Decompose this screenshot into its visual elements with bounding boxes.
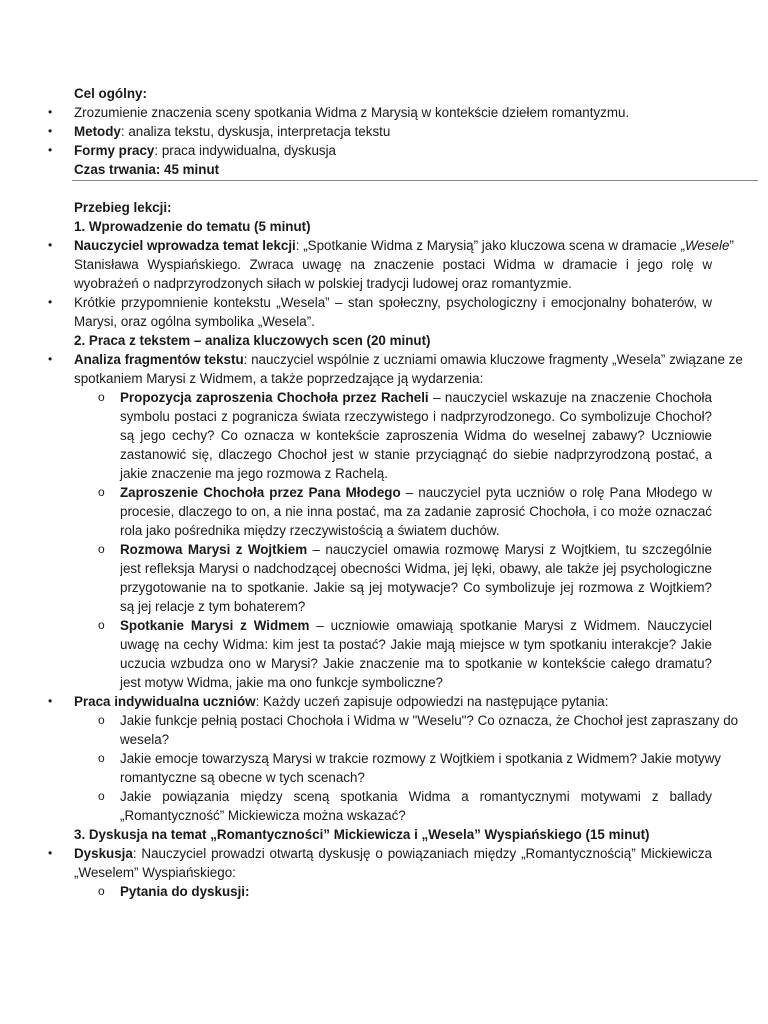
sub3-label: Rozmowa Marysi z Wojtkiem	[120, 542, 308, 557]
q3-line2: „Romantyczność” Mickiewicza można wskazać?	[120, 808, 406, 823]
bullet-icon: •	[48, 124, 53, 138]
metody-text: : analiza tekstu, dyskusja, interpretacja tekstu	[120, 124, 391, 139]
bullet-icon: •	[48, 846, 53, 860]
sub3-line2: jest refleksja Marysi o nadchodzącej obecności Widma, jej lęki, obawy, ale także jej psychologiczne	[120, 561, 712, 576]
circle-bullet-icon: o	[98, 789, 105, 803]
sub2-label: Zaproszenie Chochoła przez Pana Młodego	[120, 485, 401, 500]
circle-bullet-icon: o	[98, 751, 105, 765]
metody-line	[74, 122, 390, 141]
q3-line1: Jakie powiązania między sceną spotkania Widma a romantycznymi motywami z ballady	[120, 789, 712, 804]
sub1-line3: są jego cechy? Co oznacza w kontekście zaproszenia Widma do weselnej zabawy? Uczniowie	[120, 428, 712, 443]
circle-bullet-icon: o	[98, 485, 105, 499]
sub3-line4: są jej relacje z tym bohaterem?	[120, 599, 306, 614]
sub1-line4: zastanowić się, dlaczego Chochoł jest w stanie przyciągnąć do siebie nadprzyrodzoną postać, a	[120, 447, 712, 462]
formy-text: : praca indywidualna, dyskusja	[154, 143, 337, 158]
formy-label: Formy pracy	[74, 143, 155, 158]
sub3-text: – nauczyciel omawia rozmowę Marysi z Wojtkiem, tu szczególnie	[312, 542, 712, 557]
sub4-line1	[120, 616, 712, 635]
circle-bullet-icon: o	[98, 618, 105, 632]
czas-trwania: Czas trwania: 45 minut	[74, 162, 220, 177]
sub2-line2: procesie, dlaczego to on, a nie inna postać, ma za zadanie zaprosić Chochoła, i co może oznaczać	[120, 504, 712, 519]
s3-b1-line2: „Weselem” Wyspiańskiego:	[74, 865, 236, 880]
section-2-title: 2. Praca z tekstem – analiza kluczowych scen (20 minut)	[74, 333, 431, 348]
s3-b1-label: Dyskusja	[74, 846, 133, 861]
s2-b1-label: Analiza fragmentów tekstu	[74, 352, 244, 367]
section-3-title: 3. Dyskusja na temat „Romantyczności” Mickiewicza i „Wesela” Wyspiańskiego (15 minut)	[74, 827, 650, 842]
sub4-line2: uwagę na cechy Widma: kim jest ta postać? Jakie mają miejsce w tym spotkaniu interakcje? Jakie	[120, 637, 712, 652]
circle-bullet-icon: o	[98, 390, 105, 404]
sub4-line3: uczucia wzbudza ono w Marysi? Jakie znaczenie ma to spotkanie w kontekście całego dramatu?	[120, 656, 712, 671]
s3-b1-line1	[74, 844, 712, 863]
sub4-label: Spotkanie Marysi z Widmem	[120, 618, 310, 633]
sub2-line1	[120, 483, 712, 502]
s1-b1-label: Nauczyciel wprowadza temat lekcji	[74, 238, 296, 253]
q2-line1: Jakie emocje towarzyszą Marysi w trakcie rozmowy z Wojtkiem i spotkania z Widmem? Jakie motywy	[120, 751, 721, 766]
bullet-icon: •	[48, 352, 53, 366]
s1-b1-line1	[74, 236, 734, 255]
s2-b1-line1	[74, 350, 743, 369]
sub2-text: – nauczyciel pyta uczniów o rolę Pana Młodego w	[405, 485, 712, 500]
bullet-icon: •	[48, 143, 53, 157]
s2-b1-text: : nauczyciel wspólnie z uczniami omawia kluczowe fragmenty „Wesela” związane ze	[243, 352, 743, 367]
q1-line2: wesela?	[120, 732, 170, 747]
sub1-text: – nauczyciel wskazuje na znaczenie Chochoła	[433, 390, 712, 405]
bullet-icon: •	[48, 105, 53, 119]
sub1-line2: symbolu postaci z pogranicza świata rzeczywistego i nadprzyrodzonego. Co symbolizuje Chochoł?	[120, 409, 712, 424]
horizontal-divider	[72, 180, 758, 181]
bullet-icon: •	[48, 238, 53, 252]
s3-sub-label: Pytania do dyskusji:	[120, 884, 250, 899]
sub1-line5: jakie znaczenie ma jego rozmowa z Rachelą.	[120, 466, 388, 481]
bullet-icon: •	[48, 295, 53, 309]
sub1-label: Propozycja zaproszenia Chochoła przez Racheli	[120, 390, 429, 405]
formy-line	[74, 141, 336, 160]
cel-title: Cel ogólny:	[74, 86, 147, 101]
q2-line2: romantyczne są obecne w tych scenach?	[120, 770, 365, 785]
metody-label: Metody	[74, 124, 121, 139]
sub3-line1	[120, 540, 712, 559]
sub1-line1	[120, 388, 712, 407]
bullet-icon: •	[48, 694, 53, 708]
sub3-line3: przygotowanie na to spotkanie. Jakie są jej motywacje? Co symbolizuje jej rozmowa z Wojtkiem?	[120, 580, 712, 595]
s3-b1-text: : Nauczyciel prowadzi otwartą dyskusję o powiązaniach między „Romantycznością” Mickiewicza	[132, 846, 712, 861]
s2-b2-line	[74, 692, 608, 711]
s2-b1-line2: spotkaniem Marysi z Widmem, a także poprzedzające ją wydarzenia:	[74, 371, 484, 386]
s1-b1-line2: Stanisława Wyspiańskiego. Zwraca uwagę na znaczenie postaci Widma w dramacie i jego rolę w	[74, 257, 712, 272]
circle-bullet-icon: o	[98, 884, 105, 898]
quote-close: ”	[729, 238, 734, 253]
s1-b1-text: : „Spotkanie Widma z Marysią” jako kluczowa scena w dramacie „	[295, 238, 685, 253]
section-1-title: 1. Wprowadzenie do tematu (5 minut)	[74, 219, 311, 234]
s2-b2-label: Praca indywidualna uczniów	[74, 694, 256, 709]
sub2-line3: rola jako pośrednika między rzeczywistością a światem duchów.	[120, 523, 500, 538]
s1-b1-line3: wyobrażeń o nadprzyrodzonych siłach w polskiej tradycji ludowej oraz romantyzmie.	[74, 276, 572, 291]
s1-b2-line1: Krótkie przypomnienie kontekstu „Wesela” – stan społeczny, psychologiczny i emocjonalny bohaterów, w	[74, 295, 712, 310]
circle-bullet-icon: o	[98, 542, 105, 556]
s1-b2-line2: Marysi, oraz ogólna symbolika „Wesela”.	[74, 314, 315, 329]
sub4-text: – uczniowie omawiają spotkanie Marysi z Widmem. Nauczyciel	[316, 618, 712, 633]
circle-bullet-icon: o	[98, 713, 105, 727]
s2-b2-text: : Każdy uczeń zapisuje odpowiedzi na następujące pytania:	[255, 694, 609, 709]
q1-line1: Jakie funkcje pełnią postaci Chochoła i Widma w "Weselu"? Co oznacza, że Chochoł jest zapraszany do	[120, 713, 739, 728]
przebieg-title: Przebieg lekcji:	[74, 200, 172, 215]
wesele-title: Wesele	[685, 238, 730, 253]
cel-item: Zrozumienie znaczenia sceny spotkania Widma z Marysią w kontekście dziełem romantyzmu.	[74, 105, 630, 120]
sub4-line4: jest motyw Widma, jakie ma ono funkcje symboliczne?	[120, 675, 443, 690]
